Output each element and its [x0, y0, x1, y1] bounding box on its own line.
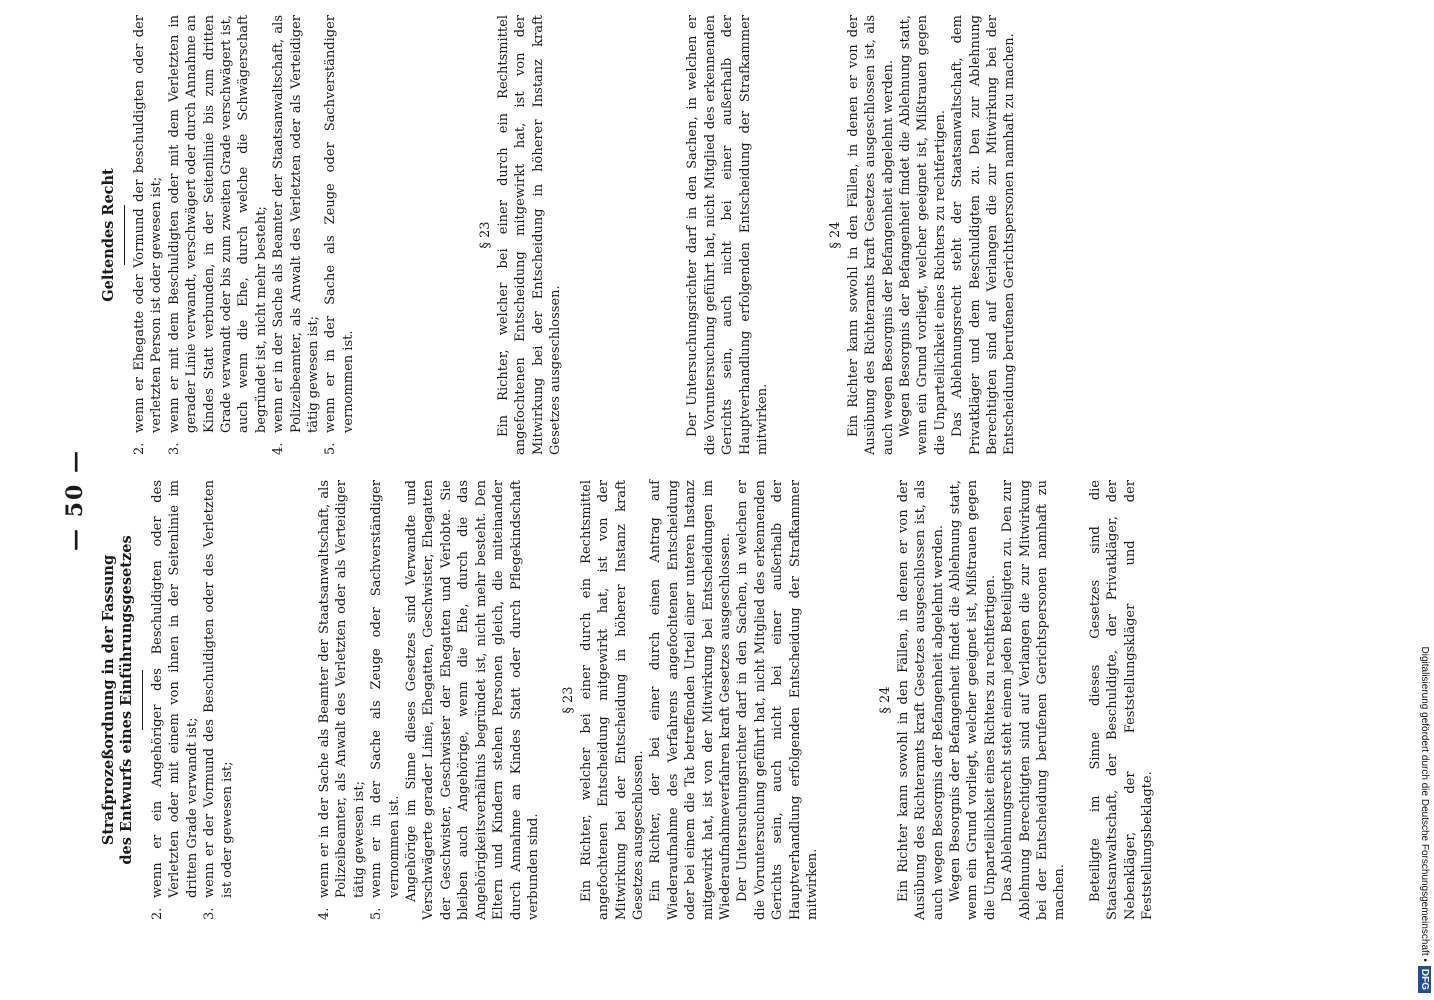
spacer	[236, 480, 316, 920]
list-item	[270, 15, 322, 455]
list-item	[149, 480, 201, 920]
section-23-paragraph-1: Ein Richter, welcher bei einer durch ein Rechtsmittel angefochtenen Entscheidung mitgewirkt hat, ist von der Mitwirkung bei der Entscheidung in höherer Instanz kraft Gesetzes ausgeschlossen.	[578, 480, 646, 920]
section-heading-23: § 23	[478, 221, 494, 249]
definition-angehoerige: Angehörige im Sinne dieses Gesetzes sind Verwandte und Verschwägerte gerader Linie, Ehegatten, Geschwister, Ehegatten der Geschwister, Geschwister der Ehegatten und Verlobte. Sie bleiben auch Angehörige, wenn die Ehe, durch die das Angehörigkeitsverhältnis begründet ist, nicht mehr besteht. Den Eltern und Kindern stehen Personen gleich, die miteinander durch Annahme an Kindes Statt oder durch Pflegekindschaft verbunden sind.	[404, 480, 541, 920]
spacer	[564, 15, 684, 455]
section-24-paragraph-3: Das Ablehnungsrecht steht einem jeden Beteiligten zu. Den zur Ablehnung Berechtigten sind auf Verlangen die zur Mitwirkung bei der Entscheidung berufenen Gerichtspersonen namhaft zu machen.	[1000, 480, 1068, 920]
spacer	[542, 480, 560, 920]
spacer	[821, 480, 877, 920]
digitization-credit	[1416, 8, 1432, 993]
list-item-text: wenn er in der Sache als Beamter der Staatsanwaltschaft, als Polizeibeamter, als Anwalt des Verletzten oder als Verteidiger tätig gewesen ist;	[317, 480, 367, 898]
spacer	[357, 15, 477, 455]
section-heading-24: § 24	[878, 686, 894, 714]
list-item-text: wenn er ein Angehöriger des Beschuldigten oder des Verletzten oder mit einem von ihnen in der Seitenlinie im dritten Grade verwandt ist;	[150, 480, 200, 898]
column-heading-line-1: Strafprozeßordnung in der Fassung	[100, 554, 117, 846]
column-heading-draft	[100, 480, 143, 920]
list-item	[322, 15, 357, 455]
section-24-paragraph-1: Ein Richter kann sowohl in den Fällen, in denen er von der Ausübung des Richteramts kraft Gesetzes ausgeschlossen ist, als auch wegen Besorgnis der Befangenheit abgelehnt werden.	[845, 15, 896, 455]
credit-text: Digitalisierung gefördert durch die Deutsche Forschungsgemeinschaft •	[1419, 646, 1430, 962]
list-item-number: 3.	[166, 442, 182, 455]
list-item	[131, 15, 166, 455]
heading-divider	[124, 205, 125, 265]
section-heading-23: § 23	[561, 686, 577, 714]
list-item-text: wenn er der Vormund des Beschuldigten oder des Verletzten ist oder gewesen ist;	[202, 480, 235, 898]
list-item-text: wenn er in der Sache als Zeuge oder Sachverständiger vernommen ist.	[323, 15, 356, 433]
list-item	[368, 480, 403, 920]
column-current-law	[100, 15, 1019, 455]
list-item-number: 5.	[323, 442, 339, 455]
column-heading-line-1: Geltendes Recht	[100, 168, 117, 302]
list-item	[316, 480, 368, 920]
section-24-paragraph-1: Ein Richter kann sowohl in den Fällen, in denen er von der Ausübung des Richteramts kraft Gesetzes ausgeschlossen ist, als auch wegen Besorgnis der Befangenheit abgelehnt werden.	[895, 480, 946, 920]
list-item-number: 2.	[150, 907, 165, 920]
list-item-number: 4.	[317, 907, 333, 920]
section-23-paragraph-2: Ein Richter, der bei einer durch einen Antrag auf Wiederaufnahme des Verfahrens angefochtenen Entscheidung oder bei einem die Tat betreffenden Urteil einer unteren Instanz mitgewirkt hat, ist von der Mitwirkung bei Entscheidungen im Wiederaufnahmeverfahren kraft Gesetzes ausgeschlossen.	[648, 480, 733, 920]
spacer	[1069, 480, 1087, 920]
heading-divider	[142, 670, 143, 730]
page-number: — 50 —	[62, 449, 88, 551]
section-heading-24: § 24	[828, 221, 844, 249]
section-23-paragraph-1: Ein Richter, welcher bei einer durch ein Rechtsmittel angefochtenen Entscheidung mitgewirkt hat, ist von der Mitwirkung bei der Entscheidung in höherer Instanz kraft Gesetzes ausgeschlossen.	[495, 15, 563, 455]
list-item	[201, 480, 236, 920]
section-24-paragraph-3: Das Ablehnungsrecht steht der Staatsanwaltschaft, dem Privatkläger und dem Beschuldigten zu. Den zur Ablehnung Berechtigten sind auf Verlangen die zur Mitwirkung bei der Entscheidung berufenen Gerichtspersonen namhaft zu machen.	[950, 15, 1018, 455]
dfg-logo: DFG	[1418, 966, 1431, 993]
list-item-number: 4.	[271, 442, 287, 455]
list-item-text: wenn er in der Sache als Zeuge oder Sachverständiger vernommen ist.	[369, 480, 402, 898]
list-item-text: wenn er Ehegatte oder Vormund der beschuldigten oder der verletzten Person ist oder gewesen ist;	[132, 15, 165, 433]
section-24-paragraph-2: Wegen Besorgnis der Befangenheit findet die Ablehnung statt, wenn ein Grund vorliegt, welcher geeignet ist, Mißtrauen gegen die Unparteilichkeit eines Richters zu rechtfertigen.	[948, 480, 998, 920]
section-23-paragraph-2: Der Untersuchungsrichter darf in den Sachen, in welchen er die Voruntersuchung geführt hat, nicht Mitglied des erkennenden Gerichts sein, auch nicht bei einer außerhalb der Hauptverhandlung erfolgenden Entscheidung der Strafkammer mitwirken.	[685, 15, 770, 455]
section-24-paragraph-2: Wegen Besorgnis der Befangenheit findet die Ablehnung statt, wenn ein Grund vorliegt, welcher geeignet ist, Mißtrauen gegen die Unparteilichkeit eines Richters zu rechtfertigen.	[897, 15, 948, 455]
section-24-paragraph-4: Beteiligte im Sinne dieses Gesetzes sind die Staatsanwaltschaft, der Beschuldigte, der Privatkläger, der Nebenkläger, der Feststellungskläger und der Feststellungsbeklagte.	[1087, 480, 1156, 920]
section-23-paragraph-3: Der Untersuchungsrichter darf in den Sachen, in welchen er die Voruntersuchung geführt hat, nicht Mitglied des erkennenden Gerichts sein, auch nicht bei einer außerhalb der Hauptverhandlung erfolgenden Entscheidung der Strafkammer mitwirken.	[735, 480, 820, 920]
column-heading-line-2: des Entwurfs eines Einführungsgesetzes	[118, 535, 135, 865]
list-item-number: 3.	[202, 907, 218, 920]
list-item-text: wenn er mit dem Beschuldigten oder mit dem Verletzten in gerader Linie verwandt, verschwägert oder durch Annahme an Kindes Statt verbunden, in der Seitenlinie bis zum dritten Grade verwandt oder bis zum zweiten Grade verschwägert ist, auch wenn die Ehe, durch welche die Schwägerschaft begründet ist, nicht mehr besteht;	[166, 15, 269, 433]
list-item	[166, 15, 270, 455]
list-item-text: wenn er in der Sache als Beamter der Staatsanwaltschaft, als Polizeibeamter, als Anwalt des Verletzten oder als Verteidiger tätig gewesen ist;	[271, 15, 322, 433]
column-heading-current-law	[100, 15, 125, 455]
spacer	[771, 15, 827, 455]
list-item-number: 5.	[369, 907, 385, 920]
list-item-number: 2.	[132, 442, 147, 455]
column-draft-version	[100, 480, 1157, 920]
